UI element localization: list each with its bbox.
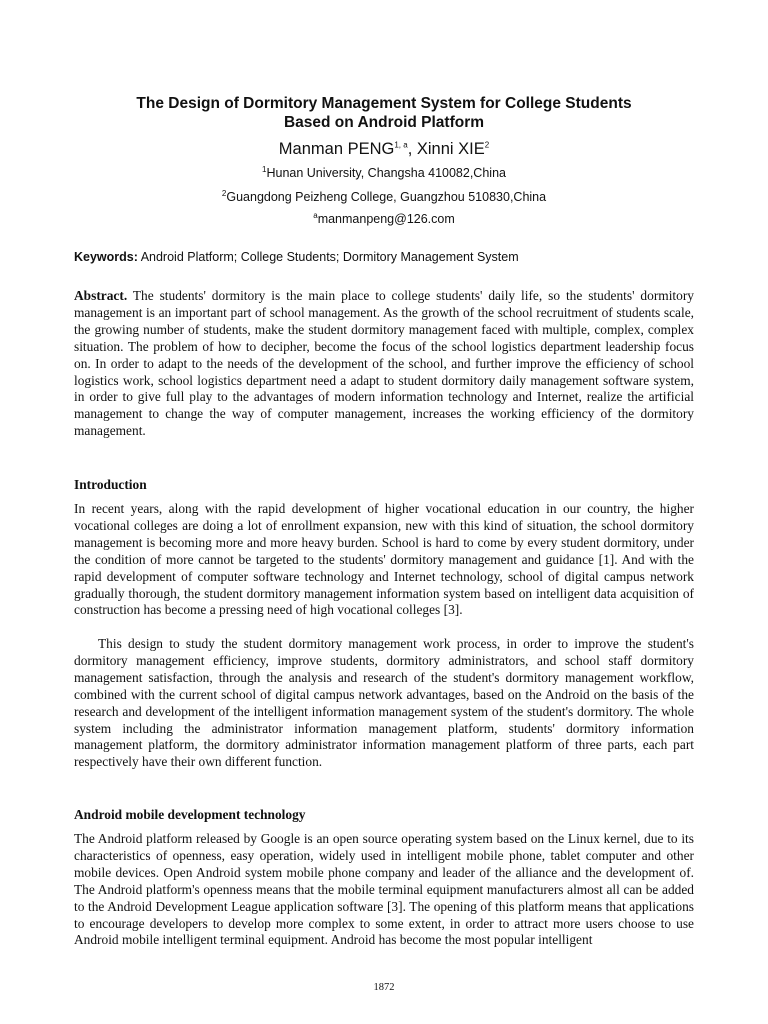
affiliation-2-text: Guangdong Peizheng College, Guangzhou 510830,China [226, 190, 547, 204]
paper-title [60, 94, 708, 132]
abstract-text: The students' dormitory is the main place to college students' daily life, so the students' dormitory management is an important part of school management. As the growth of the school recruitment of students scale, the growing number of students, make the student dormitory management faced with multiple, complex, complex situation. The problem of how to decipher, become the focus of the school logistics department leadership focus on. In order to adapt to the needs of the development of the school, and further improve the efficiency of school logistics work, school logistics department need a adapt to student dormitory daily management software system, in order to give full play to the advantages of modern information technology and Internet, realize the artificial management to change the way of computer management, increases the working efficiency of the dormitory management. [74, 288, 694, 439]
introduction-paragraph-2: This design to study the student dormitory management work process, in order to improve the student's dormitory management efficiency, improve students, dormitory administrators, and school staff dormitory management satisfaction, through the analysis and research of the student's dormitory management workflow, combined with the current school of digital campus network advantages, based on the Android on the basis of the research and development of the intelligent information management system of the student's dormitory. The whole system including the administrator information management platform, students' dormitory information management platform, the dormitory administrator information management platform of three parts, each part respectively have their own different function. [74, 636, 694, 770]
affiliation-1-text: Hunan University, Changsha 410082,China [266, 166, 506, 180]
keywords-text: Android Platform; College Students; Dormitory Management System [137, 250, 519, 264]
page-number: 1872 [373, 982, 395, 993]
author-email [60, 211, 708, 227]
email-text: manmanpeng@126.com [317, 212, 455, 226]
affiliation-2-sup: 2 [221, 188, 227, 198]
author-separator: , [407, 140, 417, 158]
title-line-1: The Design of Dormitory Management System for College Students [136, 95, 632, 112]
author-line [60, 139, 708, 159]
keywords-label: Keywords: [74, 250, 138, 264]
author-1-sup: 1, a [394, 140, 408, 150]
affiliation-2 [60, 189, 708, 205]
android-paragraph-1: The Android platform released by Google is an open source operating system based on the Linux kernel, due to its characteristics of openness, easy operation, widely used in intelligent mobile phone, tablet computer and other mobile devices. Open Android system mobile phone company and leader of the alliance and the development of. The Android platform's openness means that the mobile terminal equipment manufacturers almost all can be added to the Android Development League application software [3]. The opening of this platform means that applications to encourage developers to develop more complex to some extent, in order to attract more users choose to use Android mobile intelligent terminal equipment. Android has become the most popular intelligent [74, 831, 694, 948]
email-sup: a [313, 210, 318, 220]
introduction-paragraph-1: In recent years, along with the rapid development of higher vocational education in our country, the higher vocational colleges are doing a lot of enrollment expansion, new with this kind of situation, the school dormitory management is becoming more and more heavy burden. School is hard to come by every student dormitory, under the condition of more cannot be targeted to the students' dormitory management and guidance [1]. And with the rapid development of computer software technology and Internet technology, school of digital campus network gradually thorough, the student dormitory management information system based on intelligent data acquisition of construction has become a pressing need of high vocational colleges [3]. [74, 501, 694, 618]
abstract-paragraph [74, 288, 694, 440]
introduction-heading: Introduction [74, 477, 147, 492]
author-1-name: Manman PENG [278, 140, 395, 158]
author-2-name: Xinni XIE [416, 140, 485, 158]
affiliation-1 [60, 165, 708, 181]
author-2-sup: 2 [484, 140, 490, 150]
affiliation-1-sup: 1 [262, 164, 267, 174]
abstract-label: Abstract. [74, 288, 128, 303]
keywords-line [74, 249, 694, 265]
title-line-2: Based on Android Platform [283, 114, 485, 131]
android-section-heading: Android mobile development technology [74, 807, 306, 822]
